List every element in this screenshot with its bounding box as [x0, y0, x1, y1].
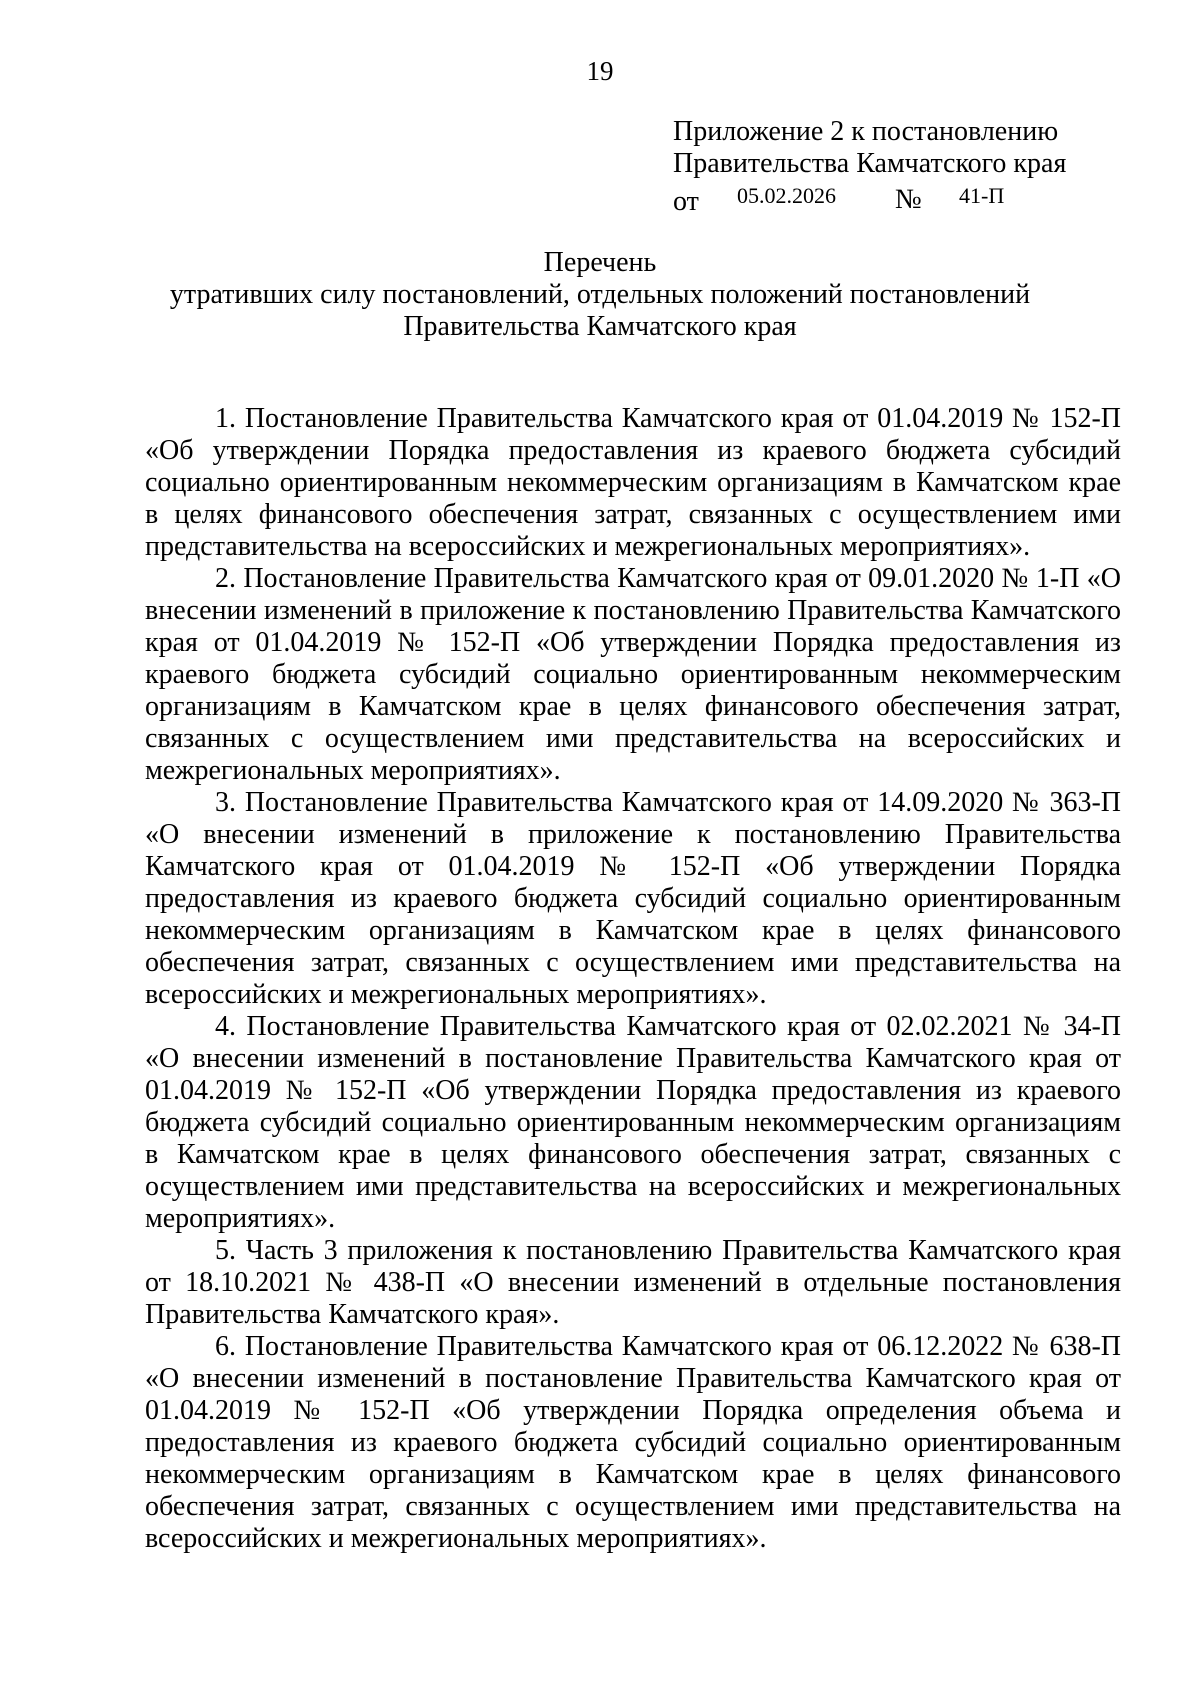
- page-number: 19: [586, 56, 614, 86]
- list-item: 1. Постановление Правительства Камчатского края от 01.04.2019 № 152-П «Об утверждении Порядка предоставления из краевого бюджета субсидий социально ориентированным некоммерческим организациям в Камчатском крае в целях финансового обеспечения затрат, связанных с осуществлением ими представительства на всероссийских и межрегиональных мероприятиях».: [145, 403, 1121, 562]
- approval-number: 41-П: [959, 183, 1005, 208]
- approval-line-1: Приложение 2 к постановлению: [673, 116, 1059, 147]
- list-item: 2. Постановление Правительства Камчатского края от 09.01.2020 № 1-П «О внесении изменений в приложение к постановлению Правительства Камчатского края от 01.04.2019 № 152-П «Об утверждении Порядка предоставления из краевого бюджета субсидий социально ориентированным некоммерческим организациям в Камчатском крае в целях финансового обеспечения затрат, связанных с осуществлением ими представительства на всероссийских и межрегиональных мероприятиях».: [145, 563, 1121, 786]
- number-sign: №: [895, 184, 922, 215]
- list-item: 4. Постановление Правительства Камчатского края от 02.02.2021 № 34-П «О внесении изменений в постановление Правительства Камчатского края от 01.04.2019 № 152-П «Об утверждении Порядка предоставления из краевого бюджета субсидий социально ориентированным некоммерческим организациям в Камчатском крае в целях финансового обеспечения затрат, связанных с осуществлением ими представительства на всероссийских и межрегиональных мероприятиях».: [145, 1011, 1121, 1234]
- approval-block: [673, 116, 1067, 217]
- title-line-1: Перечень: [543, 247, 657, 278]
- list-item: 3. Постановление Правительства Камчатского края от 14.09.2020 № 363-П «О внесении изменений в приложение к постановлению Правительства Камчатского края от 01.04.2019 № 152-П «Об утверждении Порядка предоставления из краевого бюджета субсидий социально ориентированным некоммерческим организациям в Камчатском крае в целях финансового обеспечения затрат, связанных с осуществлением ими представительства на всероссийских и межрегиональных мероприятиях».: [145, 787, 1121, 1010]
- document-title: [0, 247, 1200, 343]
- title-line-2: утративших силу постановлений, отдельных положений постановлений: [169, 279, 1031, 310]
- list-item: 5. Часть 3 приложения к постановлению Правительства Камчатского края от 18.10.2021 № 438-П «О внесении изменений в отдельные постановления Правительства Камчатского края».: [145, 1235, 1121, 1330]
- approval-date: 05.02.2026: [737, 183, 836, 208]
- list-item: 6. Постановление Правительства Камчатского края от 06.12.2022 № 638-П «О внесении изменений в постановление Правительства Камчатского края от 01.04.2019 № 152-П «Об утверждении Порядка определения объема и предоставления из краевого бюджета субсидий социально ориентированным некоммерческим организациям в Камчатском крае в целях финансового обеспечения затрат, связанных с осуществлением ими представительства на всероссийских и межрегиональных мероприятиях».: [145, 1331, 1121, 1554]
- resolutions-list: [145, 403, 1121, 1555]
- approval-date-row: [673, 180, 1066, 217]
- from-label: от: [673, 186, 699, 217]
- approval-line-2: Правительства Камчатского края: [673, 148, 1067, 179]
- title-line-3: Правительства Камчатского края: [403, 311, 797, 342]
